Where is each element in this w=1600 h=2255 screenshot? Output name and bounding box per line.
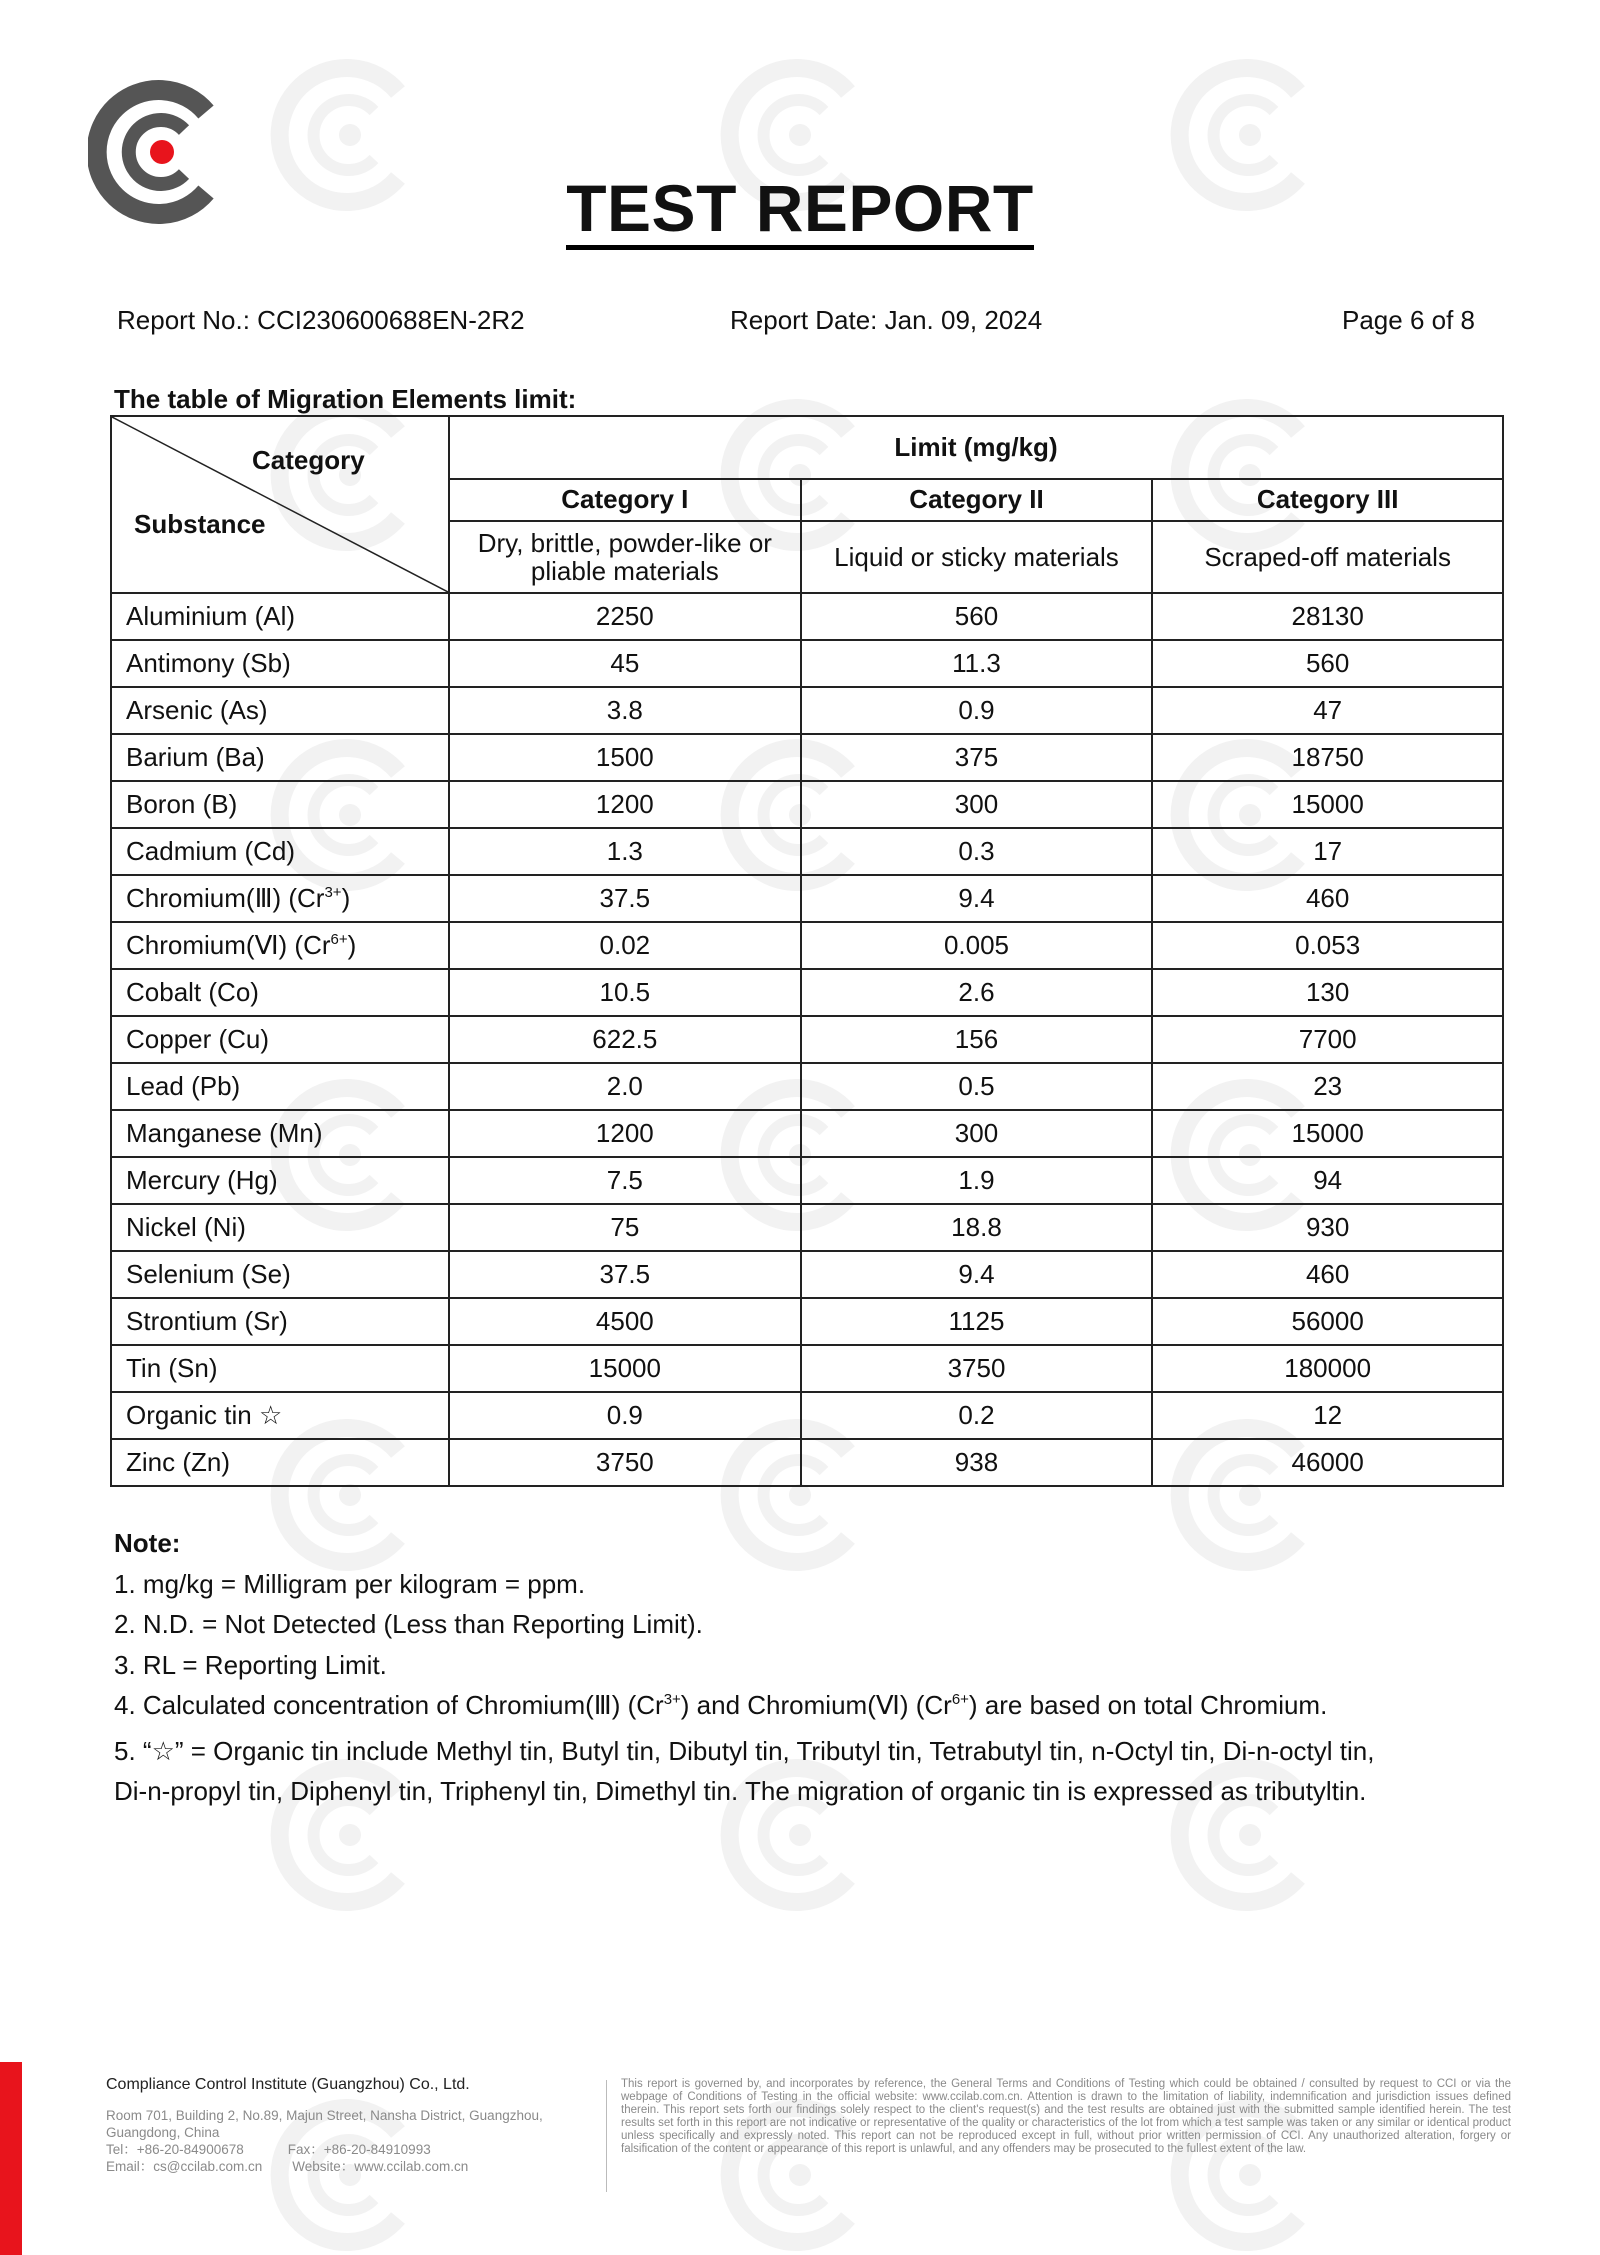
note-5-line-2: Di-n-propyl tin, Diphenyl tin, Triphenyl tin, Dimethyl tin. The migration of organic tin is expressed as tributyltin. (114, 1776, 1367, 1806)
category-1-limit: 7.5 (449, 1157, 801, 1204)
category-2-limit: 11.3 (801, 640, 1153, 687)
table-row (111, 593, 1503, 640)
category-2-limit: 156 (801, 1016, 1153, 1063)
category-3-limit: 56000 (1152, 1298, 1503, 1345)
substance-name: Zinc (Zn) (111, 1439, 449, 1486)
category-1-limit: 4500 (449, 1298, 801, 1345)
substance-name: Copper (Cu) (111, 1016, 449, 1063)
category-1-description: Dry, brittle, powder-like or pliable materials (449, 521, 801, 593)
substance-name: Strontium (Sr) (111, 1298, 449, 1345)
category-2-limit: 300 (801, 781, 1153, 828)
category-2-description: Liquid or sticky materials (801, 521, 1153, 593)
footer-address-2: Guangdong, China (106, 2125, 220, 2140)
table-row (111, 687, 1503, 734)
category-2-limit: 1.9 (801, 1157, 1153, 1204)
category-3-limit: 46000 (1152, 1439, 1503, 1486)
category-3-limit: 130 (1152, 969, 1503, 1016)
category-2-limit: 9.4 (801, 875, 1153, 922)
footer-divider (606, 2080, 607, 2192)
category-3-limit: 12 (1152, 1392, 1503, 1439)
table-row (111, 922, 1503, 969)
category-1-limit: 0.02 (449, 922, 801, 969)
category-1-limit: 1.3 (449, 828, 801, 875)
table-row (111, 1392, 1503, 1439)
category-3-limit: 15000 (1152, 1110, 1503, 1157)
red-accent-bar (0, 2062, 22, 2255)
category-1-limit: 2.0 (449, 1063, 801, 1110)
page-number: Page 6 of 8 (1342, 305, 1475, 335)
category-1-limit: 3.8 (449, 687, 801, 734)
category-2-limit: 2.6 (801, 969, 1153, 1016)
category-2-limit: 0.9 (801, 687, 1153, 734)
note-3: 3. RL = Reporting Limit. (114, 1649, 387, 1680)
substance-name: Arsenic (As) (111, 687, 449, 734)
category-1-limit: 3750 (449, 1439, 801, 1486)
migration-limits-table (110, 415, 1504, 1487)
table-row (111, 875, 1503, 922)
substance-name: Antimony (Sb) (111, 640, 449, 687)
category-2-limit: 375 (801, 734, 1153, 781)
substance-name: Organic tin ☆ (111, 1392, 449, 1439)
footer-address-1: Room 701, Building 2, No.89, Majun Street, Nansha District, Guangzhou, (106, 2108, 543, 2123)
substance-name: Selenium (Se) (111, 1251, 449, 1298)
footer-fax: Fax：+86-20-84910993 (287, 2142, 431, 2157)
notes-heading: Note: (114, 1528, 181, 1558)
footer-tel: Tel：+86-20-84900678 (106, 2142, 244, 2157)
category-1-limit: 37.5 (449, 875, 801, 922)
category-1-limit: 75 (449, 1204, 801, 1251)
table-row (111, 1298, 1503, 1345)
substance-name: Cobalt (Co) (111, 969, 449, 1016)
table-row (111, 781, 1503, 828)
category-3-limit: 7700 (1152, 1016, 1503, 1063)
category-2-limit: 0.2 (801, 1392, 1153, 1439)
category-3-limit: 18750 (1152, 734, 1503, 781)
category-2-limit: 938 (801, 1439, 1153, 1486)
note-5-line-1: 5. “☆” = Organic tin include Methyl tin, Butyl tin, Dibutyl tin, Tributyl tin, Tetrabutyl tin, n-Octyl tin, Di-n-octyl tin, (114, 1735, 1375, 1766)
table-row (111, 1345, 1503, 1392)
footer-contact (106, 2076, 543, 2175)
category-2-header: Category II (801, 479, 1153, 521)
category-3-header: Category III (1152, 479, 1503, 521)
category-2-limit: 18.8 (801, 1204, 1153, 1251)
substance-name: Mercury (Hg) (111, 1157, 449, 1204)
section-title: The table of Migration Elements limit: (114, 384, 577, 414)
category-1-limit: 1500 (449, 734, 801, 781)
table-row (111, 969, 1503, 1016)
category-1-limit: 0.9 (449, 1392, 801, 1439)
category-3-limit: 23 (1152, 1063, 1503, 1110)
report-number: Report No.: CCI230600688EN-2R2 (117, 305, 525, 335)
diagonal-line (112, 417, 448, 592)
substance-name: Nickel (Ni) (111, 1204, 449, 1251)
substance-name: Barium (Ba) (111, 734, 449, 781)
substance-name: Aluminium (Al) (111, 593, 449, 640)
corner-header-cell (111, 416, 449, 593)
substance-name: Manganese (Mn) (111, 1110, 449, 1157)
category-2-limit: 0.5 (801, 1063, 1153, 1110)
category-3-limit: 180000 (1152, 1345, 1503, 1392)
category-1-limit: 15000 (449, 1345, 801, 1392)
report-title: TEST REPORT (0, 170, 1600, 246)
category-1-limit: 622.5 (449, 1016, 801, 1063)
category-2-limit: 0.005 (801, 922, 1153, 969)
category-3-limit: 0.053 (1152, 922, 1503, 969)
report-date: Report Date: Jan. 09, 2024 (730, 305, 1043, 335)
corner-category-label: Category (252, 445, 365, 475)
category-3-limit: 28130 (1152, 593, 1503, 640)
corner-substance-label: Substance (134, 509, 266, 539)
footer-disclaimer: This report is governed by, and incorporates by reference, the General Terms and Conditions of Testing which could be obtained / consulted by request to CCI or via the webpage of Conditions of Testing in the official website: www.ccilab.com.cn. Attention is drawn to the limitation of liability, indemnification and jurisdiction issues defined therein. This report sets forth our findings solely respect to the client's request(s) and the test results are obtained just with the submitted sample identified herein. The test results set forth in this report are not indicative or representative of the quality or characteristics of the lot from which a test sample was taken or any similar or identical product unless specifically and expressly noted. This report can not be reproduced except in full, without prior written permission of CCI. Any unauthorized alteration, forgery or falsification of the content or appearance of this report is unlawful, and any offenders may be prosecuted to the fullest extent of the law. (621, 2078, 1511, 2155)
footer-website: Website：www.ccilab.com.cn (292, 2159, 469, 2174)
category-3-limit: 94 (1152, 1157, 1503, 1204)
category-1-limit: 10.5 (449, 969, 801, 1016)
limit-header: Limit (mg/kg) (449, 416, 1503, 479)
category-1-limit: 2250 (449, 593, 801, 640)
category-1-limit: 1200 (449, 781, 801, 828)
category-3-limit: 460 (1152, 875, 1503, 922)
category-2-limit: 560 (801, 593, 1153, 640)
substance-name: Tin (Sn) (111, 1345, 449, 1392)
category-2-limit: 1125 (801, 1298, 1153, 1345)
notes-section (114, 1523, 1514, 1812)
table-row (111, 1110, 1503, 1157)
substance-name: Cadmium (Cd) (111, 828, 449, 875)
table-row (111, 734, 1503, 781)
note-1: 1. mg/kg = Milligram per kilogram = ppm. (114, 1568, 586, 1599)
category-3-description: Scraped-off materials (1152, 521, 1503, 593)
category-2-limit: 3750 (801, 1345, 1153, 1392)
category-3-limit: 930 (1152, 1204, 1503, 1251)
table-row (111, 640, 1503, 687)
table-row (111, 1157, 1503, 1204)
table-row (111, 1204, 1503, 1251)
footer-email: Email：cs@ccilab.com.cn (106, 2159, 263, 2174)
substance-name: Chromium(Ⅵ) $(Cr^{6+})$ (111, 922, 449, 969)
substance-name: Lead (Pb) (111, 1063, 449, 1110)
category-3-limit: 17 (1152, 828, 1503, 875)
substance-name: Chromium(Ⅲ) $(Cr^{3+})$ (111, 875, 449, 922)
table-row (111, 1439, 1503, 1486)
category-1-header: Category I (449, 479, 801, 521)
table-row (111, 1251, 1503, 1298)
category-2-limit: 300 (801, 1110, 1153, 1157)
category-3-limit: 15000 (1152, 781, 1503, 828)
category-1-limit: 37.5 (449, 1251, 801, 1298)
category-1-limit: 1200 (449, 1110, 801, 1157)
category-2-limit: 0.3 (801, 828, 1153, 875)
category-3-limit: 560 (1152, 640, 1503, 687)
category-1-limit: 45 (449, 640, 801, 687)
category-2-limit: 9.4 (801, 1251, 1153, 1298)
note-2: 2. N.D. = Not Detected (Less than Reporting Limit). (114, 1609, 703, 1639)
category-3-limit: 460 (1152, 1251, 1503, 1298)
footer-company: Compliance Control Institute (Guangzhou) Co., Ltd. (106, 2076, 470, 2093)
table-row (111, 828, 1503, 875)
note-4: 4. Calculated concentration of Chromium(Ⅲ) $(Cr^{3+})$ and Chromium(Ⅵ) $(Cr^{6+})$ are based on total Chromium. (114, 1690, 1328, 1720)
category-3-limit: 47 (1152, 687, 1503, 734)
substance-name: Boron (B) (111, 781, 449, 828)
table-row (111, 1063, 1503, 1110)
table-row (111, 1016, 1503, 1063)
